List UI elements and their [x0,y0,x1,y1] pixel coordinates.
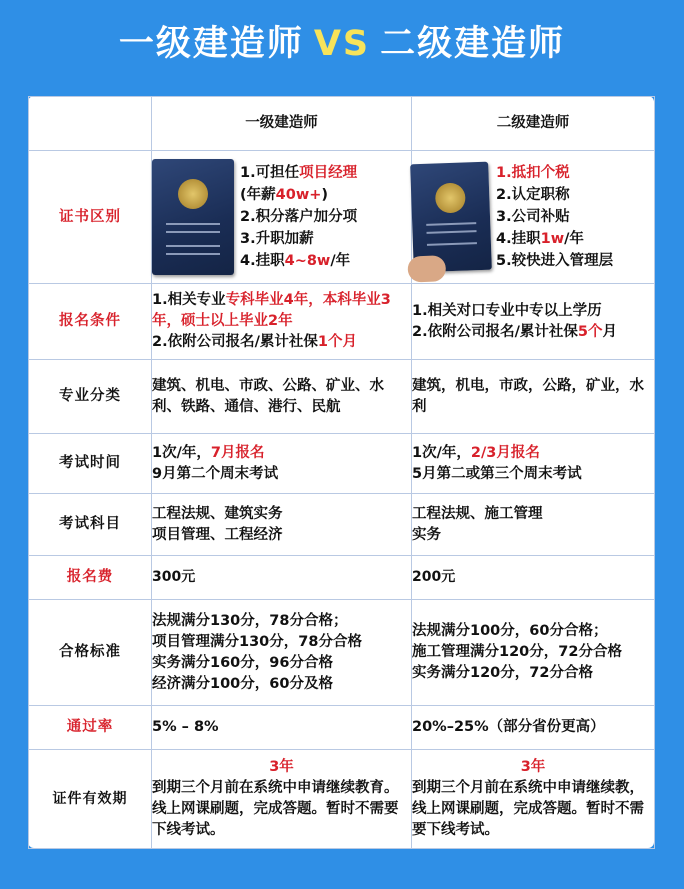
table-row-subject [29,494,655,556]
table-row-valid [29,750,655,849]
row-label-fee: 报名费 [29,556,152,600]
apply-level1-cell: 1.相关专业专科毕业4年，本科毕业3年，硕士以上毕业2年 2.依附公司报名/累计社保1个月 [152,284,412,360]
pass-level2-cell: 法规满分100分，60分合格； 施工管理满分120分，72分合格 实务满分120分，72分合格 [412,600,655,706]
fee-level1-cell: 300元 [152,556,412,600]
page-title [0,14,684,74]
apply-level2-cell: 1.相关对口专业中专以上学历 2.依附公司报名/累计社保5个月 [412,284,655,360]
certificate-in-hand-image [410,162,492,273]
cert-level2-cell [412,151,655,284]
major-level1-cell: 建筑、机电、市政、公路、矿业、水利、铁路、通信、港行、民航 [152,360,412,434]
table-row-rate [29,706,655,750]
time-level2-cell: 1次/年，2/3月报名 5月第二或第三个周末考试 [412,434,655,494]
row-label-subject: 考试科目 [29,494,152,556]
row-label-rate: 通过率 [29,706,152,750]
comparison-card [28,96,654,848]
row-label-apply: 报名条件 [29,284,152,360]
title-right: 二级建造师 [380,24,566,64]
valid-level2-cell: 3年 到期三个月前在系统中申请继续教，线上网课刷题，完成答题。暂时不需要下线考试。 [412,750,655,849]
comparison-table [28,96,655,849]
row-label-time: 考试时间 [29,434,152,494]
valid-level1-cell: 3年 到期三个月前在系统中申请继续教育。线上网课刷题，完成答题。暂时不需要下线考试。 [152,750,412,849]
title-left: 一级建造师 [118,24,304,64]
fee-level2-cell: 200元 [412,556,655,600]
column-header-level1: 一级建造师 [152,97,412,151]
hand-image [407,255,446,282]
subject-level1-cell: 工程法规、建筑实务 项目管理、工程经济 [152,494,412,556]
certificate-book-image [152,159,234,275]
table-row-fee [29,556,655,600]
cert-level1-list: 1.可担任项目经理 (年薪40w+) 2.积分落户加分项 3.升职加薪 4.挂职4~8w/年 [240,165,358,269]
table-row-major [29,360,655,434]
table-row-apply [29,284,655,360]
table-row-cert [29,151,655,284]
time-level1-cell: 1次/年，7月报名 9月第二个周末考试 [152,434,412,494]
pass-level1-cell: 法规满分130分，78分合格； 项目管理满分130分，78分合格 实务满分160分，96分合格 经济满分100分，60分及格 [152,600,412,706]
national-emblem-icon [435,182,466,213]
row-label-major: 专业分类 [29,360,152,434]
row-label-pass: 合格标准 [29,600,152,706]
table-header-row [29,97,655,151]
header-blank-cell [29,97,152,151]
national-emblem-icon [178,179,208,209]
major-level2-cell: 建筑，机电，市政，公路，矿业，水利 [412,360,655,434]
row-label-cert: 证书区别 [29,151,152,284]
column-header-level2: 二级建造师 [412,97,655,151]
title-vs: VS [313,24,371,64]
rate-level2-cell: 20%–25%（部分省份更高） [412,706,655,750]
rate-level1-cell: 5% – 8% [152,706,412,750]
cert-level1-cell [152,151,412,284]
row-label-valid: 证件有效期 [29,750,152,849]
subject-level2-cell: 工程法规、施工管理 实务 [412,494,655,556]
table-row-pass [29,600,655,706]
cert-level2-list: 1.抵扣个税 2.认定职称 3.公司补贴 4.挂职1w/年 5.较快进入管理层 [496,165,614,269]
table-row-time [29,434,655,494]
